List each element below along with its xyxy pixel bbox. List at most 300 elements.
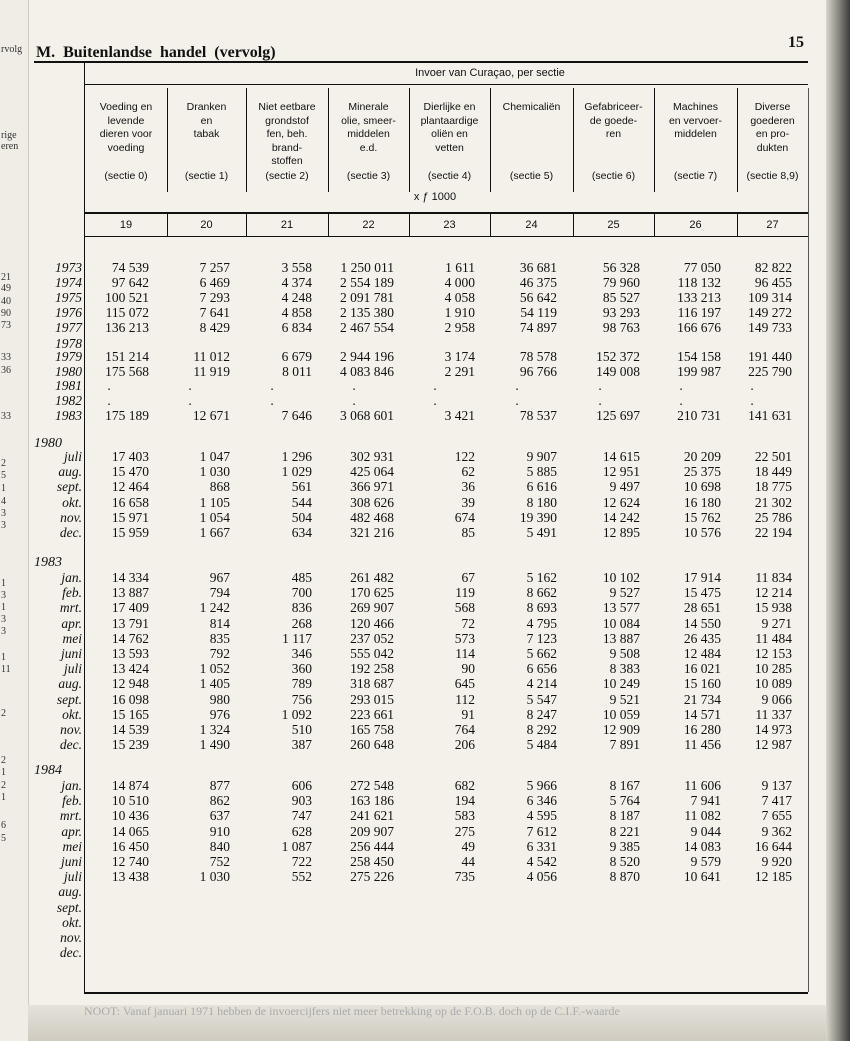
table-cell: . — [433, 393, 437, 408]
table-cell: 8 247 — [526, 706, 557, 722]
table-cell: 13 887 — [602, 630, 640, 646]
column-heading-line: oliën en — [431, 128, 468, 140]
table-cell: 7 646 — [281, 408, 312, 423]
table-cell: 91 — [461, 706, 475, 722]
table-cell: 136 213 — [105, 320, 149, 335]
table-cell: 20 209 — [683, 449, 721, 464]
column-heading-line: de goede- — [589, 114, 638, 127]
table-cell: 980 — [209, 691, 230, 707]
table-cell: 366 971 — [350, 479, 394, 495]
table-cell: 510 — [291, 722, 312, 737]
row-label: dec. — [59, 525, 82, 540]
table-cell: . — [107, 393, 111, 408]
margin-fragment: 3 — [1, 626, 6, 637]
table-cell: 109 314 — [748, 290, 792, 305]
table-cell: 12 464 — [111, 479, 149, 495]
table-cell: 682 — [454, 778, 475, 793]
table-cell: 56 328 — [602, 260, 640, 275]
table-cell: 3 068 601 — [340, 408, 394, 423]
column-heading — [409, 101, 490, 155]
table-cell: 792 — [209, 646, 230, 661]
margin-fragment: 1 — [1, 767, 6, 778]
table-cell: 634 — [291, 525, 312, 540]
table-cell: 1 117 — [282, 630, 312, 646]
table-cell: 14 973 — [754, 722, 792, 737]
table-cell: 15 475 — [683, 585, 721, 601]
block-year-heading: 1984 — [34, 763, 62, 778]
table-cell: 22 501 — [754, 449, 792, 464]
table-cell: 1 054 — [199, 509, 230, 525]
table-cell: 1 105 — [199, 494, 230, 510]
margin-fragment: 1 — [1, 652, 6, 663]
table-cell: 1 910 — [444, 305, 475, 320]
table-cell: 256 444 — [350, 838, 394, 854]
table-cell: 12 153 — [754, 646, 792, 661]
table-cell: 9 066 — [761, 691, 792, 707]
table-cell: 9 385 — [609, 838, 640, 854]
row-label: apr. — [61, 823, 82, 839]
table-cell: 199 987 — [677, 364, 721, 379]
top-rule — [34, 61, 808, 63]
table-cell: 225 790 — [748, 364, 792, 379]
row-label: 1977 — [55, 320, 82, 335]
table-cell: 78 578 — [519, 349, 557, 364]
table-cell: 93 293 — [602, 305, 640, 320]
table-cell: 116 197 — [677, 305, 721, 320]
margin-fragment: 2 — [1, 708, 6, 719]
table-cell: 8 520 — [609, 854, 640, 869]
column-heading-line: voeding — [107, 141, 145, 154]
row-label: sept. — [56, 479, 82, 495]
table-cell: 260 648 — [350, 737, 394, 753]
table-cell: 12 624 — [602, 494, 640, 510]
table-cell: 85 527 — [602, 290, 640, 305]
margin-fragment: 40 — [1, 296, 11, 307]
table-cell: 7 123 — [526, 630, 557, 646]
row-label: aug. — [58, 676, 82, 692]
table-cell: 16 644 — [754, 838, 792, 854]
right-border-dotted — [808, 88, 809, 992]
table-cell: . — [598, 393, 602, 408]
table-cell: 36 681 — [519, 260, 557, 275]
row-label: nov. — [60, 509, 82, 525]
table-cell: 15 160 — [683, 676, 721, 692]
table-cell: 11 834 — [755, 570, 792, 585]
row-label: jan. — [61, 570, 82, 585]
margin-fragment: 3 — [1, 520, 6, 531]
table-cell: 4 248 — [281, 290, 312, 305]
table-cell: 2 958 — [444, 320, 475, 335]
column-heading-line: fen, beh. — [266, 128, 308, 140]
column-heading-line: stoffen — [271, 155, 303, 167]
table-cell: 223 661 — [350, 706, 394, 722]
table-cell: 12 671 — [192, 408, 230, 423]
table-cell: 14 083 — [683, 838, 721, 854]
table-cell: 10 089 — [754, 676, 792, 692]
table-cell: 98 763 — [602, 320, 640, 335]
row-label: juni — [60, 646, 82, 661]
table-cell: 747 — [291, 808, 312, 824]
table-cell: 3 558 — [281, 260, 312, 275]
table-cell: 90 — [461, 661, 475, 677]
margin-fragment: 36 — [1, 365, 11, 376]
footnote: NOOT: Vanaf januari 1971 hebben de invoercijfers niet meer betrekking op de F.O.B. doch op de C.I.F.-waarde — [84, 1004, 620, 1018]
table-cell: 840 — [209, 838, 230, 854]
row-label: okt. — [62, 494, 82, 510]
table-cell: 13 593 — [111, 646, 149, 661]
table-cell: 8 167 — [609, 778, 640, 793]
row-label: 1982 — [55, 393, 82, 408]
row-label: dec. — [59, 945, 82, 961]
row-label: okt. — [62, 914, 82, 930]
table-cell: 192 258 — [350, 661, 394, 677]
table-cell: 6 834 — [281, 320, 312, 335]
table-cell: 82 822 — [754, 260, 792, 275]
row-label: juni — [60, 854, 82, 869]
table-cell: 16 098 — [111, 691, 149, 707]
title-rule — [84, 84, 808, 85]
column-sectie: (sectie 3) — [346, 170, 391, 182]
table-cell: 12 740 — [111, 854, 149, 869]
table-cell: 9 521 — [609, 691, 640, 707]
table-cell: 154 158 — [677, 349, 721, 364]
column-number: 26 — [689, 219, 702, 231]
table-cell: 700 — [291, 585, 312, 601]
row-label: sept. — [56, 691, 82, 707]
table-cell: 36 — [461, 479, 475, 495]
table-cell: 1 405 — [199, 676, 230, 692]
column-number: 21 — [280, 219, 294, 231]
table-cell: 7 257 — [199, 260, 230, 275]
table-cell: 12 909 — [602, 722, 640, 737]
table-cell: 62 — [461, 464, 475, 480]
row-label: aug. — [58, 884, 82, 900]
column-heading — [246, 101, 328, 169]
table-cell: 752 — [209, 854, 230, 869]
table-cell: 6 656 — [526, 661, 557, 677]
table-cell: 10 102 — [602, 570, 640, 585]
table-cell: 275 226 — [350, 869, 394, 885]
row-label: 1983 — [55, 408, 82, 423]
column-heading-line: middelen — [347, 128, 390, 140]
table-cell: 133 213 — [677, 290, 721, 305]
table-cell: . — [515, 393, 519, 408]
row-label: sept. — [56, 899, 82, 915]
table-cell: 14 242 — [602, 509, 640, 525]
table-cell: 7 891 — [609, 737, 640, 753]
table-cell: 8 693 — [526, 600, 557, 616]
table-cell: . — [750, 393, 754, 408]
row-label: nov. — [60, 930, 82, 945]
column-heading-line: e.d. — [359, 141, 378, 154]
column-heading-line: middelen — [674, 128, 717, 140]
table-cell: 10 084 — [602, 615, 640, 631]
table-cell: 485 — [291, 570, 312, 585]
column-heading-line: Diverse — [754, 101, 791, 113]
table-cell: 561 — [291, 479, 312, 495]
row-label: feb. — [62, 585, 82, 601]
table-cell: 735 — [454, 869, 475, 885]
table-cell: 13 438 — [111, 869, 149, 885]
table-cell: 8 429 — [199, 320, 230, 335]
table-cell: 5 484 — [526, 737, 557, 753]
column-sectie: (sectie 6) — [591, 170, 636, 182]
row-label: juli — [63, 661, 82, 677]
table-cell: 21 734 — [683, 691, 721, 707]
table-cell: 18 449 — [754, 464, 792, 480]
table-cell: 5 662 — [526, 646, 557, 661]
table-cell: 8 221 — [609, 823, 640, 839]
table-cell: 1 611 — [445, 260, 475, 275]
table-cell: . — [107, 378, 111, 393]
table-cell: 13 577 — [602, 600, 640, 616]
table-cell: 2 091 781 — [340, 290, 394, 305]
table-cell: 4 374 — [281, 275, 312, 290]
table-cell: 1 490 — [199, 737, 230, 753]
table-cell: 149 008 — [596, 364, 640, 379]
table-cell: 14 762 — [111, 630, 149, 646]
table-cell: 722 — [291, 854, 312, 869]
table-cell: 9 497 — [609, 479, 640, 495]
column-heading-line: en — [200, 114, 213, 127]
table-cell: 19 390 — [519, 509, 557, 525]
block-year-heading: 1983 — [34, 555, 62, 570]
table-cell: . — [750, 378, 754, 393]
column-heading-line: Machines — [673, 101, 718, 113]
row-label: apr. — [61, 615, 82, 631]
table-cell: 308 626 — [350, 494, 394, 510]
table-cell: 54 119 — [520, 305, 557, 320]
table-cell: . — [515, 378, 519, 393]
row-label: 1979 — [55, 349, 82, 364]
table-cell: 868 — [209, 479, 230, 495]
table-cell: 209 907 — [350, 823, 394, 839]
table-cell: 293 015 — [350, 691, 394, 707]
table-cell: 272 548 — [350, 778, 394, 793]
table-cell: 321 216 — [350, 525, 394, 540]
table-cell: 10 698 — [683, 479, 721, 495]
table-cell: 12 951 — [602, 464, 640, 480]
row-label: mei — [62, 838, 82, 854]
column-heading — [654, 101, 737, 142]
unit-label: x ƒ 1000 — [413, 191, 457, 203]
table-cell: 12 185 — [754, 869, 792, 885]
table-cell: 6 346 — [526, 793, 557, 809]
table-cell: 2 944 196 — [340, 349, 394, 364]
table-cell: 2 291 — [444, 364, 475, 379]
table-cell: 6 679 — [281, 349, 312, 364]
table-cell: 241 621 — [350, 808, 394, 824]
table-cell: 5 491 — [526, 525, 557, 540]
table-cell: 175 189 — [105, 408, 149, 423]
column-heading-line: Minerale — [348, 101, 389, 113]
table-cell: 7 293 — [199, 290, 230, 305]
column-heading-line: ren — [605, 128, 622, 140]
column-sectie: (sectie 8,9) — [746, 170, 799, 182]
table-cell: 16 180 — [683, 494, 721, 510]
table-cell: 794 — [209, 585, 230, 601]
table-cell: 9 579 — [690, 854, 721, 869]
column-heading-line: Niet eetbare — [258, 101, 316, 113]
table-cell: 5 547 — [526, 691, 557, 707]
table-cell: 170 625 — [350, 585, 394, 601]
table-cell: . — [352, 378, 356, 393]
table-cell: 756 — [291, 691, 312, 707]
table-cell: 28 651 — [683, 600, 721, 616]
table-cell: 583 — [454, 808, 475, 824]
table-cell: 8 187 — [609, 808, 640, 824]
table-cell: 11 337 — [755, 706, 792, 722]
table-cell: 77 050 — [683, 260, 721, 275]
column-heading-line: levende — [107, 114, 145, 127]
column-sectie: (sectie 0) — [104, 170, 148, 182]
table-cell: 8 383 — [609, 661, 640, 677]
table-cell: 46 375 — [519, 275, 557, 290]
table-cell: . — [679, 393, 683, 408]
table-cell: 2 135 380 — [340, 305, 394, 320]
table-cell: 114 — [455, 646, 475, 661]
table-cell: 44 — [461, 854, 475, 869]
table-cell: 504 — [291, 509, 312, 525]
table-cell: 16 450 — [111, 838, 149, 854]
table-cell: . — [188, 393, 192, 408]
margin-fragment: rvolg — [1, 44, 23, 55]
table-cell: 4 858 — [281, 305, 312, 320]
column-heading-line: dieren voor — [99, 128, 153, 140]
table-cell: 15 959 — [111, 525, 149, 540]
table-cell: 125 697 — [596, 408, 640, 423]
margin-fragment: 2 — [1, 780, 6, 791]
table-cell: . — [270, 378, 274, 393]
column-number: 27 — [766, 219, 779, 231]
column-heading-line: en vervoer- — [668, 114, 723, 127]
page-number: 15 — [788, 34, 804, 51]
margin-fragment: 3 — [1, 614, 6, 625]
table-cell: 149 272 — [748, 305, 792, 320]
table-cell: 6 469 — [199, 275, 230, 290]
table-cell: 269 907 — [350, 600, 394, 616]
column-heading-line: plantaardige — [420, 114, 479, 127]
table-cell: 56 642 — [519, 290, 557, 305]
table-cell: 967 — [209, 570, 230, 585]
table-cell: 100 521 — [105, 290, 149, 305]
bottom-rule — [84, 992, 808, 994]
table-cell: 210 731 — [677, 408, 721, 423]
table-cell: 674 — [454, 509, 475, 525]
table-cell: 13 887 — [111, 585, 149, 601]
table-cell: 360 — [291, 661, 312, 677]
column-heading-line: Voeding en — [99, 101, 153, 113]
margin-fragment: 49 — [1, 283, 11, 294]
column-heading-line: olie, smeer- — [341, 114, 396, 127]
block-year-heading: 1980 — [34, 436, 62, 451]
table-cell: 21 302 — [754, 494, 792, 510]
table-cell: 1 250 011 — [340, 260, 394, 275]
column-number: 25 — [607, 219, 620, 231]
table-cell: 9 508 — [609, 646, 640, 661]
table-cell: 74 539 — [111, 260, 149, 275]
row-label: 1973 — [55, 260, 82, 275]
table-cell: 9 044 — [690, 823, 721, 839]
table-cell: 4 795 — [526, 615, 557, 631]
table-cell: 191 440 — [748, 349, 792, 364]
column-heading-line: Gefabriceer- — [584, 101, 643, 113]
margin-fragment: 5 — [1, 833, 6, 844]
table-cell: 14 874 — [111, 778, 149, 793]
table-cell: 15 938 — [754, 600, 792, 616]
row-label: 1975 — [55, 290, 82, 305]
table-cell: 14 539 — [111, 722, 149, 737]
table-cell: 8 011 — [282, 364, 312, 379]
table-cell: 425 064 — [350, 464, 394, 480]
table-cell: 9 920 — [761, 854, 792, 869]
table-cell: 14 065 — [111, 823, 149, 839]
table-cell: 3 421 — [444, 408, 475, 423]
table-cell: 151 214 — [105, 349, 149, 364]
column-number: 23 — [443, 219, 456, 231]
margin-fragment: 6 — [1, 820, 6, 831]
column-heading-line: Chemicaliën — [502, 101, 561, 113]
table-cell: 26 435 — [683, 630, 721, 646]
table-cell: 628 — [291, 823, 312, 839]
table-cell: 11 012 — [193, 349, 230, 364]
table-cell: 268 — [291, 615, 312, 631]
table-cell: 1 030 — [199, 464, 230, 480]
table-cell: 152 372 — [596, 349, 640, 364]
row-label: mrt. — [59, 808, 82, 824]
column-heading-line: Dierlijke en — [423, 101, 476, 113]
table-cell: 175 568 — [105, 364, 149, 379]
column-sectie: (sectie 5) — [509, 170, 554, 182]
table-cell: 25 375 — [683, 464, 721, 480]
table-cell: 15 165 — [111, 706, 149, 722]
table-title: Invoer van Curaçao, per sectie — [415, 67, 565, 79]
column-heading-line: vetten — [435, 141, 464, 154]
row-label: juli — [63, 449, 82, 464]
row-label: nov. — [60, 722, 82, 737]
margin-fragment: 3 — [1, 590, 6, 601]
table-cell: 8 180 — [526, 494, 557, 510]
table-cell: 13 424 — [111, 661, 149, 677]
column-heading-line: tabak — [193, 128, 220, 140]
table-cell: 1 242 — [199, 600, 230, 616]
table-cell: 10 059 — [602, 706, 640, 722]
table-cell: 835 — [209, 630, 230, 646]
margin-fragment: 1 — [1, 578, 6, 589]
table-cell: 552 — [291, 869, 312, 885]
table-cell: 118 132 — [677, 275, 721, 290]
table-cell: 1 324 — [199, 722, 230, 737]
column-heading-line: goederen — [750, 114, 795, 127]
table-cell: 8 870 — [609, 869, 640, 885]
column-sectie: (sectie 2) — [265, 170, 309, 182]
table-cell: 1 296 — [281, 449, 312, 464]
table-cell: 7 941 — [690, 793, 721, 809]
table-cell: 9 527 — [609, 585, 640, 601]
table-cell: 166 676 — [677, 320, 721, 335]
table-cell: 141 631 — [748, 408, 792, 423]
margin-fragment: 11 — [1, 664, 11, 675]
table-cell: 482 468 — [350, 509, 394, 525]
table-cell: 1 087 — [281, 838, 312, 854]
table-cell: 9 907 — [526, 449, 557, 464]
row-label: 1981 — [55, 378, 82, 393]
table-cell: 3 174 — [444, 349, 475, 364]
table-cell: 15 470 — [111, 464, 149, 480]
table-cell: 67 — [461, 570, 475, 585]
table-cell: 12 214 — [754, 585, 792, 601]
row-label: 1980 — [55, 364, 82, 379]
